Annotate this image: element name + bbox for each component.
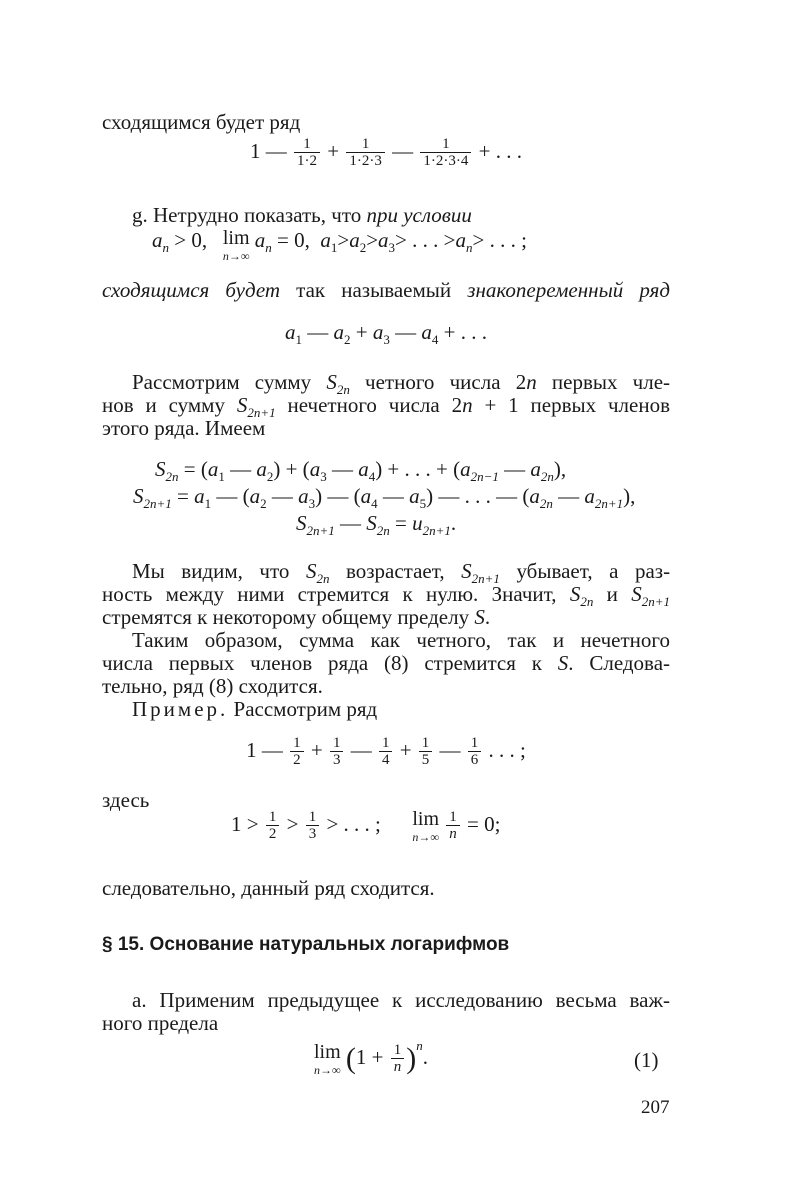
lim2-word: lim bbox=[412, 808, 440, 830]
example-label: Пример. bbox=[132, 697, 229, 721]
para-sum-text-2b: нечетного числа 2 bbox=[287, 393, 463, 417]
condition-lim-word: lim bbox=[222, 227, 250, 249]
section-heading: § 15. Основание натуральных логарифмов bbox=[102, 934, 510, 955]
para-sum-line-2: нов и сумму $S_{2n+1}$ нечетного числа 2n + 1 первых членов bbox=[102, 393, 670, 421]
formula-difference: $S_{2n+1}$ — $S_{2n} = u_{2n+1}$. bbox=[296, 511, 457, 539]
inequality-formula: 1 > $\frac{1}{2}$ > $\frac{1}{3}$ > . . . ; lim n→∞ $\frac{1}{n}$ = 0; bbox=[231, 808, 501, 844]
para-thus-line-2: числа первых членов ряда (8) стремится к S. Следова- bbox=[102, 651, 671, 675]
formula-s2n-plus-1: $S_{2n+1} = a_1$ — ($a_2$ — $a_3$) — ($a_4$ — $a_5$) — . . . — ($a_{2n}$ — $a_{2n+1}$), bbox=[133, 484, 636, 512]
here-word: здесь bbox=[102, 788, 150, 812]
paragraph-g-text: Нетрудно показать, что bbox=[153, 203, 362, 227]
para-sum-text-3: этого ряда. Имеем bbox=[102, 416, 266, 440]
para-we-see-text-1a: Мы видим, что bbox=[132, 559, 290, 583]
conclusion-text: следовательно, данный ряд сходится. bbox=[102, 876, 435, 900]
para-sum-text-2a: нов и сумму bbox=[102, 393, 225, 417]
paragraph-g bbox=[132, 203, 670, 228]
para-we-see-text-3: стремятся к некоторому общему пределу bbox=[102, 605, 470, 629]
para-a-line-2 bbox=[102, 1011, 670, 1036]
para-we-see-line-1: Мы видим, что $S_{2n}$ возрастает, $S_{2n+1}$ убывает, а раз- bbox=[132, 559, 671, 587]
harmonic-series-formula: 1 — $\frac{1}{2}$ + $\frac{1}{3}$ — $\frac{1}{4}$ + $\frac{1}{5}$ — $\frac{1}{6}$ . . . ; bbox=[246, 735, 526, 768]
para-thus-line-3 bbox=[102, 674, 670, 699]
para-sum-text-1b: четного числа 2 bbox=[365, 370, 527, 394]
lim3-word: lim bbox=[314, 1041, 341, 1064]
para-we-see-text-2b: и bbox=[606, 582, 618, 606]
paragraph-g-italic: при условии bbox=[366, 203, 472, 227]
text-so-called: так называемый bbox=[296, 278, 452, 302]
para-we-see-text-2: ность между ними стремится к нулю. Значит, bbox=[102, 582, 557, 606]
series-formula-factorial: 1 — $\frac{1}{1\cdot 2}$ + $\frac{1}{1\cdot 2\cdot 3}$ — $\frac{1}{1\cdot 2\cdot 3\cdot 4}$ + . . . bbox=[250, 136, 522, 169]
para-sum-text-1c: первых чле- bbox=[551, 370, 671, 394]
para-sum-line-3 bbox=[102, 416, 670, 441]
para-we-see-line-2: ность между ними стремится к нулю. Значит, $S_{2n}$ и $S_{2n+1}$ bbox=[102, 582, 671, 610]
text-converging-italic: сходящимся будет bbox=[102, 278, 281, 302]
para-thus-text-2b: Следова- bbox=[589, 651, 671, 675]
para-sum-line-1: Рассмотрим сумму $S_{2n}$ четного числа 2n первых чле- bbox=[132, 370, 671, 398]
lim2-sub: n→∞ bbox=[412, 830, 439, 844]
para-a-line-1 bbox=[132, 988, 670, 1013]
para-a-text-1: a. Применим предыдущее к исследованию весьма важ- bbox=[132, 988, 670, 1012]
conclusion-line bbox=[102, 876, 670, 901]
condition-lim-sub: n→∞ bbox=[222, 249, 250, 263]
page-number: 207 bbox=[641, 1097, 670, 1118]
para-sum-text-2c: первых членов bbox=[530, 393, 670, 417]
para-thus-text-1: Таким образом, сумма как четного, так и нечетного bbox=[132, 628, 670, 652]
lim3-sub: n→∞ bbox=[314, 1063, 341, 1078]
equation-number: (1) bbox=[634, 1048, 659, 1072]
text-converging-series: сходящимся будет ряд bbox=[102, 110, 301, 134]
text-line-1 bbox=[102, 110, 670, 135]
text-alternating-series: знакопеременный ряд bbox=[467, 278, 671, 302]
para-a-text-2: ного предела bbox=[102, 1011, 219, 1035]
alternating-series-formula: $a_1$ — $a_2 + a_3$ — $a_4$ + . . . bbox=[285, 320, 487, 348]
paragraph-g-label: g. bbox=[132, 203, 148, 227]
para-we-see-text-1c: убывает, а раз- bbox=[516, 559, 671, 583]
limit-formula-e: lim n→∞ (1 + $\frac{1}{n}$ )$^n$. bbox=[314, 1038, 429, 1078]
text-line-alternating bbox=[102, 278, 670, 303]
example-text: Рассмотрим ряд bbox=[233, 697, 378, 721]
para-we-see-text-1b: возрастает, bbox=[345, 559, 445, 583]
para-we-see-line-3: стремятся к некоторому общему пределу S. bbox=[102, 605, 491, 629]
para-sum-text-1a: Рассмотрим сумму bbox=[132, 370, 312, 394]
formula-s2n: $S_{2n} = (a_1$ — $a_2) + (a_3$ — $a_4$) + . . . + ($a_{2n-1}$ — $a_{2n}$), bbox=[155, 457, 567, 485]
para-thus-text-3: тельно, ряд (8) сходится. bbox=[102, 674, 323, 698]
para-thus-text-2: числа первых членов ряда (8) стремится к bbox=[102, 651, 542, 675]
condition-formula: $a_n > 0$, lim n→∞ $a_n = 0$, $a_1>a_2>a_3>$ . . . $>a_n>$ . . . ; bbox=[152, 227, 527, 263]
example-line bbox=[132, 697, 670, 722]
para-thus-line-1 bbox=[132, 628, 670, 653]
